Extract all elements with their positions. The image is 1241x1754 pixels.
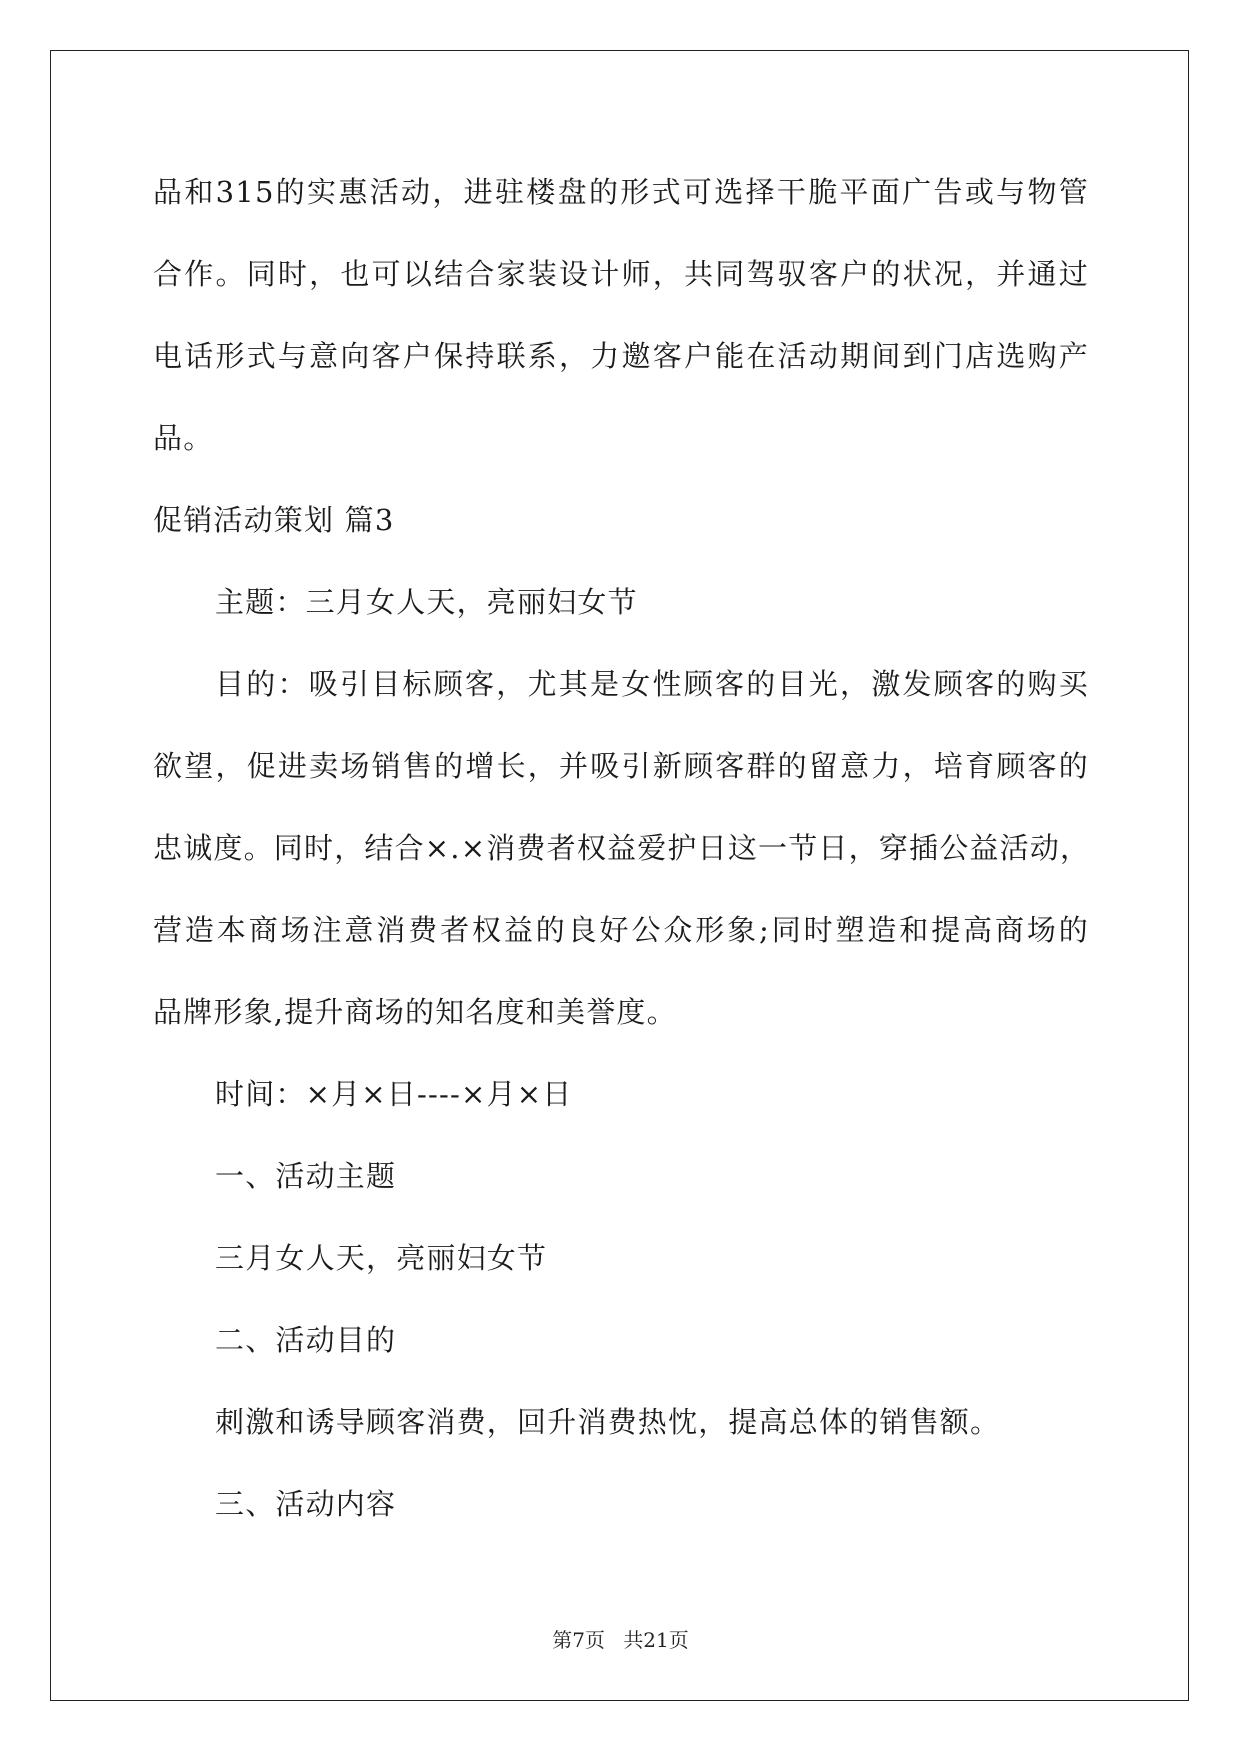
page-number: 第7页 <box>552 1628 605 1652</box>
section-heading: 促销活动策划 篇3 <box>153 503 395 537</box>
paragraph-line: 忠诚度。同时，结合×.×消费者权益爱护日这一节日，穿插公益活动， <box>153 831 1091 865</box>
paragraph-line: 营造本商场注意消费者权益的良好公众形象;同时塑造和提高商场的 <box>153 913 1089 947</box>
subheading-activity-content: 三、活动内容 <box>215 1487 397 1521</box>
time-line: 时间：×月×日----×月×日 <box>215 1077 573 1111</box>
subheading-activity-theme: 一、活动主题 <box>215 1159 397 1193</box>
paragraph-line: 电话形式与意向客户保持联系，力邀客户能在活动期间到门店选购产 <box>153 339 1089 373</box>
paragraph-line: 品。 <box>153 421 214 455</box>
subheading-activity-purpose: 二、活动目的 <box>215 1323 397 1357</box>
document-body <box>153 162 1089 1556</box>
paragraph-line: 欲望，促进卖场销售的增长，并吸引新顾客群的留意力，培育顾客的 <box>153 749 1089 783</box>
paragraph-line: 三月女人天，亮丽妇女节 <box>215 1241 548 1275</box>
paragraph-line: 品和315的实惠活动，进驻楼盘的形式可选择干脆平面广告或与物管 <box>153 175 1089 209</box>
paragraph-line: 刺激和诱导顾客消费，回升消费热忱，提高总体的销售额。 <box>215 1405 1001 1439</box>
theme-line: 主题：三月女人天，亮丽妇女节 <box>215 585 638 619</box>
page-footer <box>0 1624 1241 1653</box>
total-pages: 共21页 <box>623 1628 689 1652</box>
paragraph-line: 品牌形象,提升商场的知名度和美誉度。 <box>153 995 677 1029</box>
paragraph-line: 目的：吸引目标顾客，尤其是女性顾客的目光，激发顾客的购买 <box>215 667 1089 701</box>
paragraph-line: 合作。同时，也可以结合家装设计师，共同驾驭客户的状况，并通过 <box>153 257 1089 291</box>
